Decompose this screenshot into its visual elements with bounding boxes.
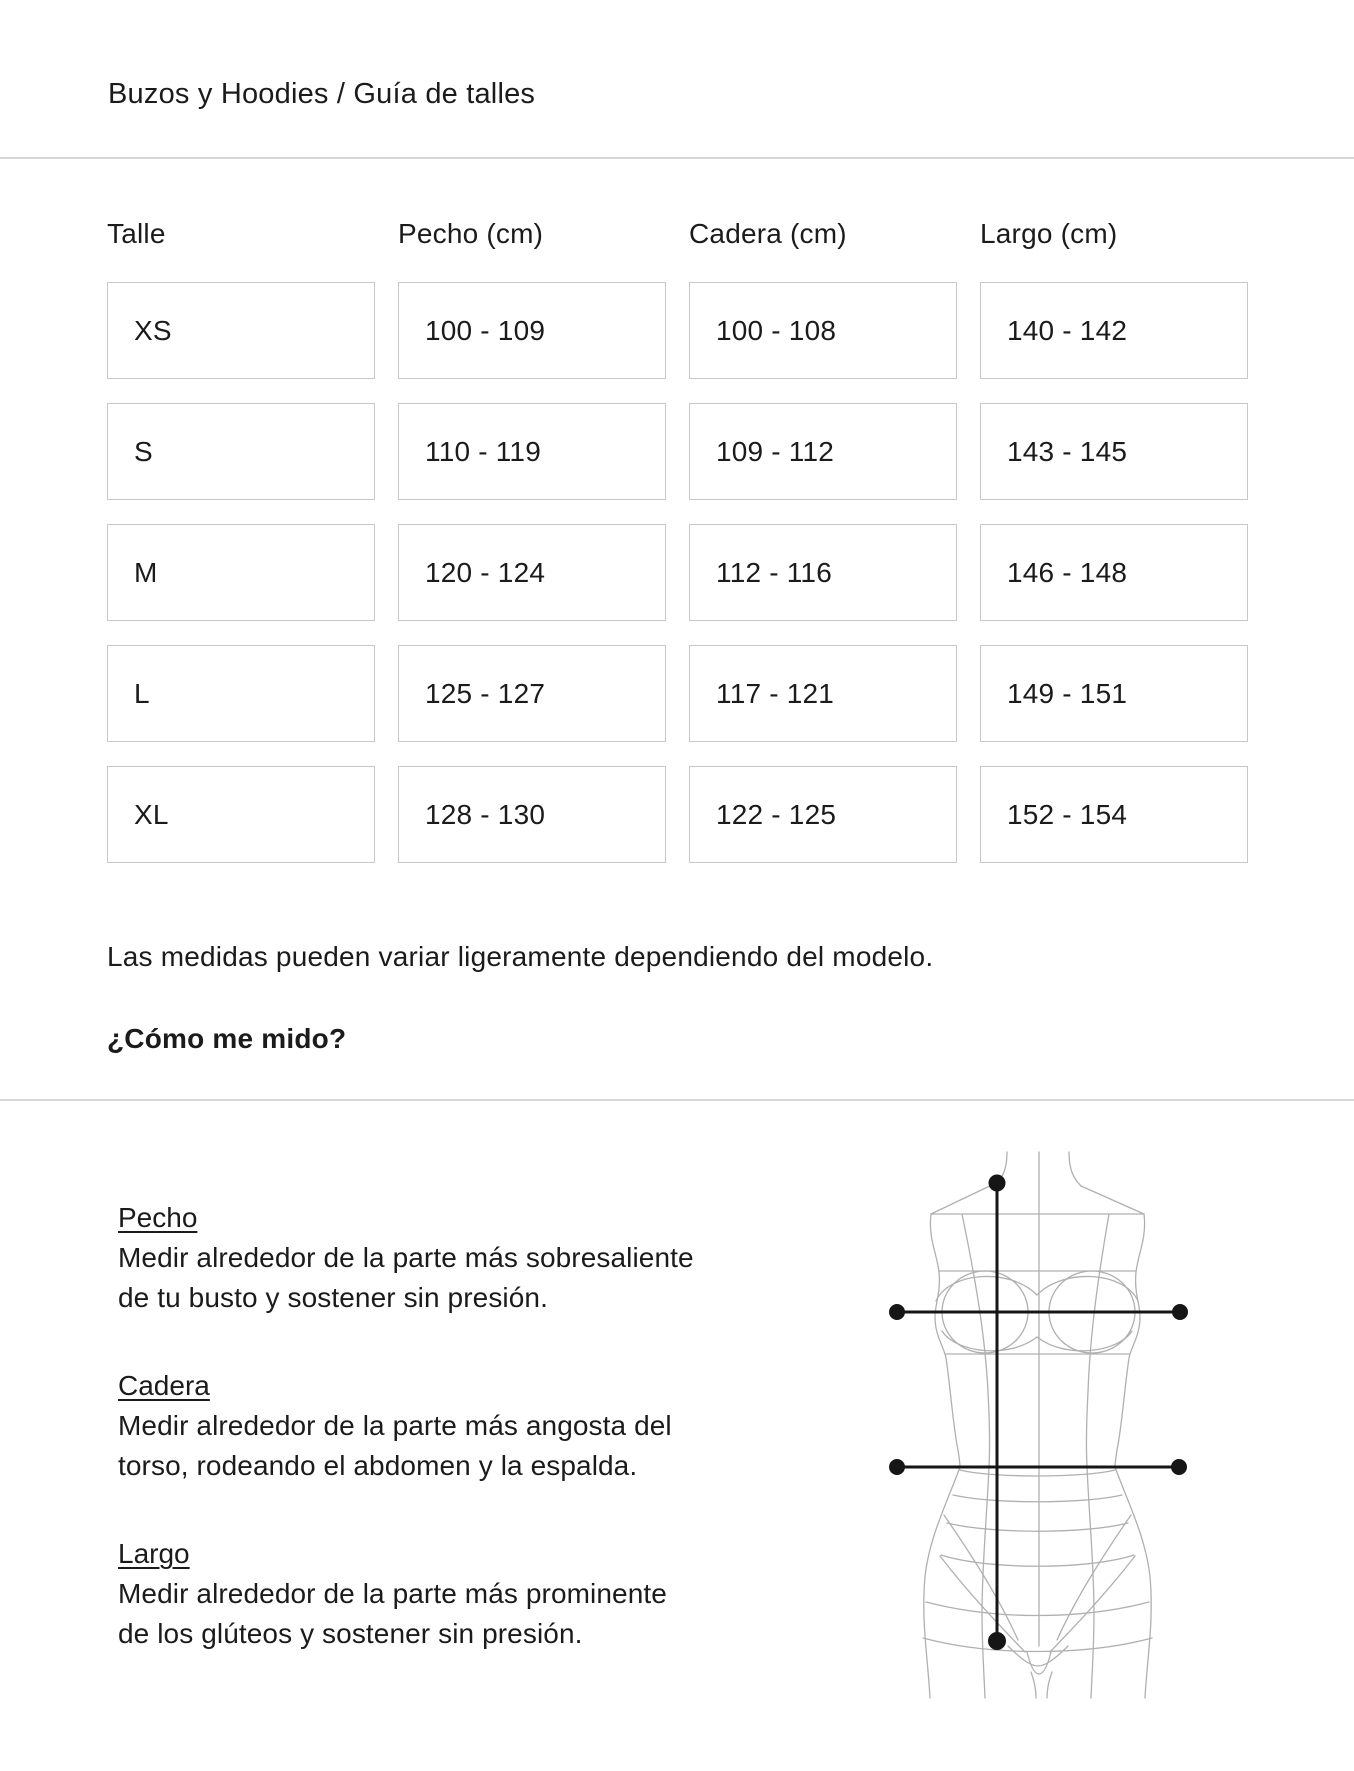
hip-dart-left-1 — [944, 1515, 1018, 1640]
size-cell-talle: M — [107, 524, 375, 621]
measuring-instructions — [118, 1198, 768, 1702]
hip-curve-3 — [923, 1638, 1152, 1652]
figure-outline — [923, 1152, 1152, 1698]
measure-section-title: Pecho — [118, 1202, 198, 1233]
measure-dot — [990, 1176, 1004, 1190]
column-header-cadera: Cadera (cm) — [689, 218, 847, 249]
size-cell-pecho: 120 - 124 — [398, 524, 666, 621]
shoulder-right-line — [1081, 1186, 1144, 1214]
measure-section-text: Medir alrededor de la parte más prominente — [118, 1578, 667, 1609]
table-row — [107, 524, 1248, 621]
size-cell-cadera: 117 - 121 — [689, 645, 957, 742]
size-cell-cadera: 100 - 108 — [689, 282, 957, 379]
column-header-largo: Largo (cm) — [980, 218, 1118, 249]
divider — [0, 157, 1354, 159]
how-to-measure-heading: ¿Cómo me mido? — [107, 1023, 347, 1054]
side-seam-left — [924, 1214, 960, 1698]
bust-contour-upper — [936, 1276, 1138, 1301]
divider — [0, 1099, 1354, 1101]
size-cell-talle: XS — [107, 282, 375, 379]
measure-section-title: Largo — [118, 1538, 190, 1569]
column-header-talle: Talle — [107, 218, 166, 249]
measure-section-text: Medir alrededor de la parte más sobresaliente — [118, 1242, 694, 1273]
size-cell-largo: 143 - 145 — [980, 403, 1248, 500]
measure-dot — [891, 1306, 904, 1319]
variation-note: Las medidas pueden variar ligeramente dependiendo del modelo. — [107, 941, 934, 972]
measure-dot — [1174, 1306, 1187, 1319]
size-cell-pecho: 100 - 109 — [398, 282, 666, 379]
table-row — [107, 403, 1248, 500]
measure-dot — [990, 1634, 1005, 1649]
column-header-pecho: Pecho (cm) — [398, 218, 544, 249]
neck-right-line — [1069, 1152, 1081, 1186]
measure-dot — [891, 1461, 904, 1474]
size-cell-largo: 152 - 154 — [980, 766, 1248, 863]
princess-seam-left — [962, 1214, 990, 1698]
size-cell-cadera: 109 - 112 — [689, 403, 957, 500]
measure-section-pecho — [118, 1198, 768, 1318]
inner-leg-right — [1047, 1672, 1052, 1698]
size-table-header — [107, 218, 1248, 250]
table-row — [107, 282, 1248, 379]
measure-section-title: Cadera — [118, 1370, 210, 1401]
waist-curve-1 — [960, 1470, 1115, 1476]
size-cell-largo: 149 - 151 — [980, 645, 1248, 742]
side-seam-right — [1115, 1214, 1151, 1698]
waist-curve-2 — [953, 1495, 1122, 1502]
table-row — [107, 766, 1248, 863]
size-cell-pecho: 125 - 127 — [398, 645, 666, 742]
waist-curve-3 — [947, 1523, 1128, 1531]
crotch-curve — [1008, 1646, 1068, 1666]
page-title: Buzos y Hoodies / Guía de talles — [108, 78, 536, 110]
measure-section-text: Medir alrededor de la parte más angosta del — [118, 1410, 672, 1441]
size-cell-largo: 146 - 148 — [980, 524, 1248, 621]
measure-section-text: de tu busto y sostener sin presión. — [118, 1282, 548, 1313]
size-cell-pecho: 110 - 119 — [398, 403, 666, 500]
hip-curve-2 — [926, 1602, 1149, 1616]
size-table — [107, 218, 1248, 863]
inner-leg-left — [1031, 1672, 1036, 1698]
body-measurement-diagram — [870, 1135, 1210, 1710]
hip-curve-1 — [941, 1555, 1134, 1566]
shoulder-left-line — [931, 1183, 996, 1214]
table-row — [107, 645, 1248, 742]
crotch-u — [1027, 1652, 1051, 1674]
size-cell-cadera: 112 - 116 — [689, 524, 957, 621]
measure-section-text: torso, rodeando el abdomen y la espalda. — [118, 1450, 638, 1481]
size-cell-cadera: 122 - 125 — [689, 766, 957, 863]
measure-section-largo — [118, 1534, 768, 1654]
princess-seam-right — [1086, 1214, 1109, 1698]
measure-section-cadera — [118, 1366, 768, 1486]
bust-contour-lower — [942, 1331, 1132, 1351]
size-cell-largo: 140 - 142 — [980, 282, 1248, 379]
measure-dot — [1173, 1461, 1186, 1474]
size-cell-pecho: 128 - 130 — [398, 766, 666, 863]
size-cell-talle: L — [107, 645, 375, 742]
size-cell-talle: XL — [107, 766, 375, 863]
measure-section-text: de los glúteos y sostener sin presión. — [118, 1618, 583, 1649]
size-cell-talle: S — [107, 403, 375, 500]
